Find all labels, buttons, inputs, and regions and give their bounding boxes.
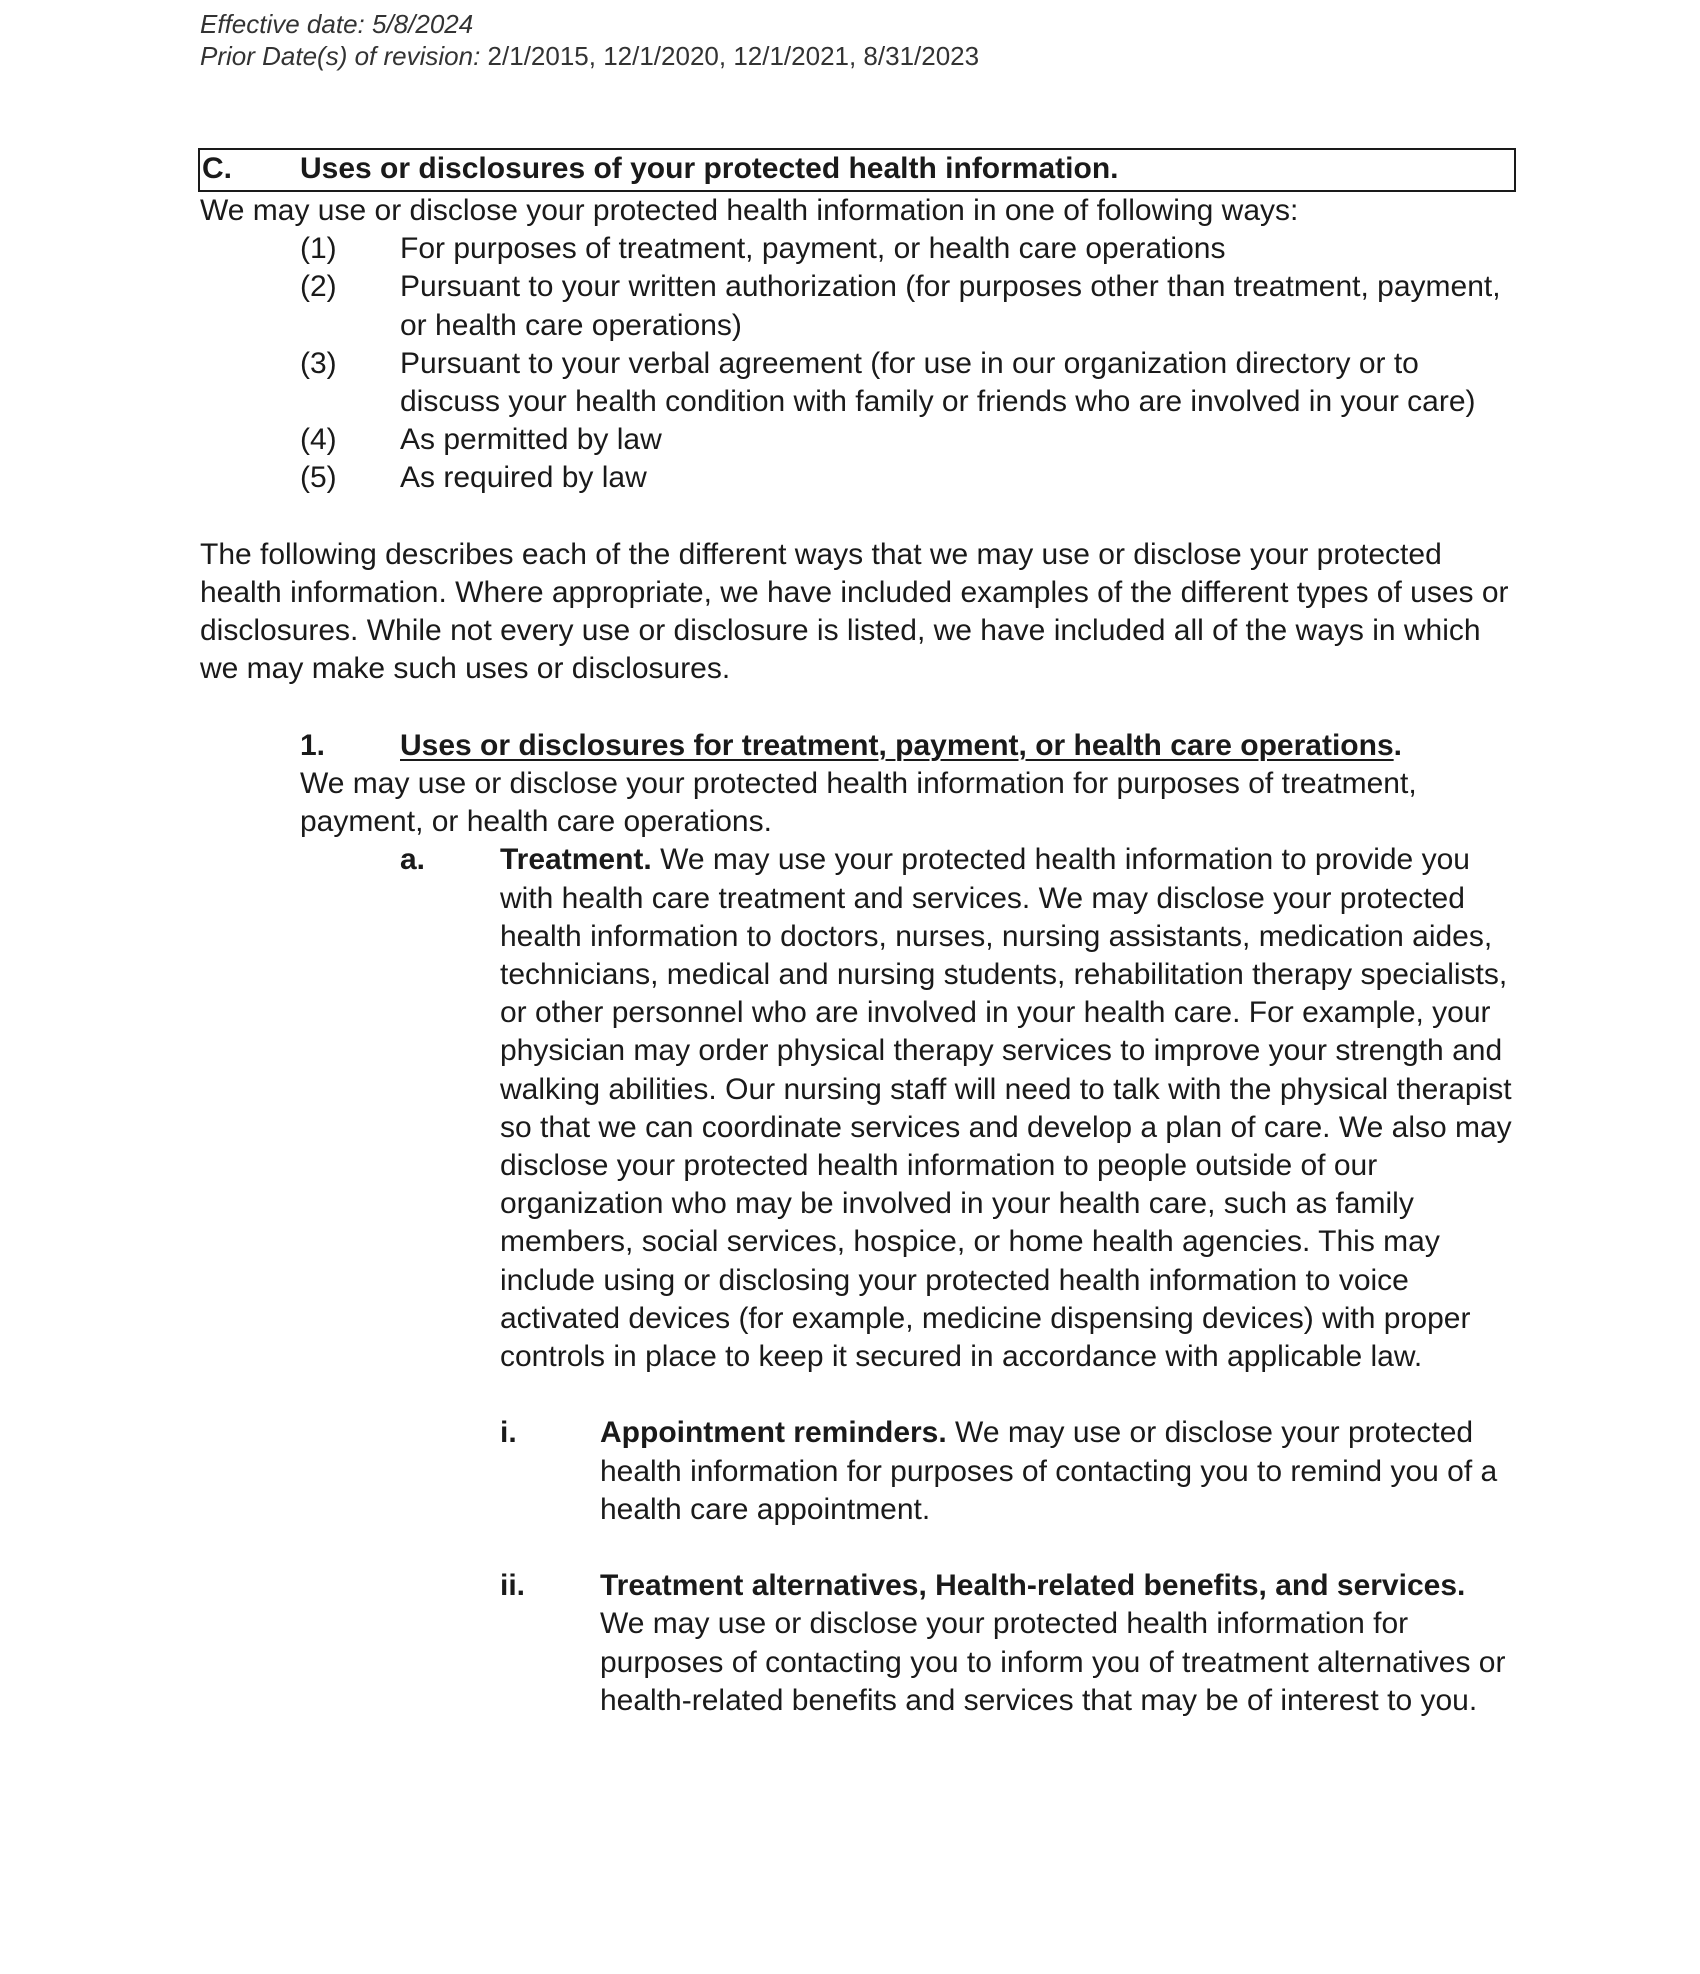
list-item-text: As required by law (400, 461, 647, 495)
list-item-text: For purposes of treatment, payment, or health care operations (400, 232, 1226, 266)
list-item (300, 459, 1520, 497)
item-1-heading: Uses or disclosures for treatment, payment, or health care operations (400, 728, 1394, 762)
list-item-number: (4) (300, 423, 337, 457)
item-a-title: Treatment. (500, 843, 652, 877)
item-1 (300, 727, 1520, 842)
effective-date-label: Effective date: (200, 9, 365, 39)
section-letter: C. (202, 152, 232, 185)
item-a-letter: a. (400, 843, 426, 877)
item-i-body: We may use or disclose your protected health information for purposes of contacting you to remind you of a health care appointment. (600, 1416, 1498, 1526)
list-item-number: (1) (300, 232, 337, 266)
revision-dates-line (200, 40, 979, 72)
item-1-heading-period: . (1393, 728, 1402, 762)
list-item-number: (2) (300, 270, 337, 304)
list-item (300, 345, 1520, 421)
section-heading-box (198, 148, 1516, 192)
revision-dates-value: 2/1/2015, 12/1/2020, 12/1/2021, 8/31/2023 (487, 41, 980, 71)
intro-paragraph: We may use or disclose your protected health information in one of following ways: (200, 194, 1299, 227)
ways-list (300, 230, 1520, 497)
item-ii-title: Treatment alternatives, Health-related benefits, and services. (600, 1569, 1466, 1603)
list-item (300, 230, 1520, 268)
document-header (200, 8, 979, 72)
list-item-text: Pursuant to your written authorization (for purposes other than treatment, payment, or health care operations) (400, 270, 1501, 342)
revision-dates-label: Prior Date(s) of revision: (200, 41, 481, 71)
document-body (200, 148, 1520, 1720)
list-item (300, 421, 1520, 459)
item-i (500, 1414, 1520, 1529)
item-ii-number: ii. (500, 1569, 526, 1603)
list-item-number: (5) (300, 461, 337, 495)
item-a (400, 841, 1520, 1376)
item-1-body: We may use or disclose your protected health information for purposes of treatment, payment, or health care operations. (300, 767, 1417, 839)
effective-date-line (200, 8, 979, 40)
item-1-number: 1. (300, 728, 326, 762)
list-item (300, 268, 1520, 344)
list-item-text: As permitted by law (400, 423, 662, 457)
item-ii-body: We may use or disclose your protected health information for purposes of contacting you to inform you of treatment alternatives or health-related benefits and services that may be of interest to you. (600, 1607, 1506, 1717)
item-i-number: i. (500, 1416, 517, 1450)
item-i-title: Appointment reminders. (600, 1416, 947, 1450)
section-title: Uses or disclosures of your protected health information. (300, 152, 1119, 185)
list-item-number: (3) (300, 346, 337, 380)
item-a-body: We may use your protected health information to provide you with health care treatment and services. We may disclose your protected health information to doctors, nurses, nursing assistants, medication aides, technicians, medical and nursing students, rehabilitation therapy specialists, or other personnel who are involved in your health care. For example, your physician may order physical therapy services to improve your strength and walking abilities. Our nursing staff will need to talk with the physical therapist so that we can coordinate services and develop a plan of care. We also may disclose your protected health information to people outside of our organization who may be involved in your health care, such as family members, social services, hospice, or home health agencies. This may include using or disclosing your protected health information to voice activated devices (for example, medicine dispensing devices) with proper controls in place to keep it secured in accordance with applicable law. (500, 843, 1512, 1374)
description-paragraph: The following describes each of the different ways that we may use or disclose your protected health information. Where appropriate, we have included examples of the different types of uses or disclosures. While not every use or disclosure is listed, we have included all of the ways in which we may make such uses or disclosures. (200, 537, 1509, 686)
list-item-text: Pursuant to your verbal agreement (for use in our organization directory or to discuss your health condition with family or friends who are involved in your care) (400, 346, 1476, 419)
item-ii (500, 1567, 1520, 1720)
effective-date-value: 5/8/2024 (372, 9, 474, 39)
